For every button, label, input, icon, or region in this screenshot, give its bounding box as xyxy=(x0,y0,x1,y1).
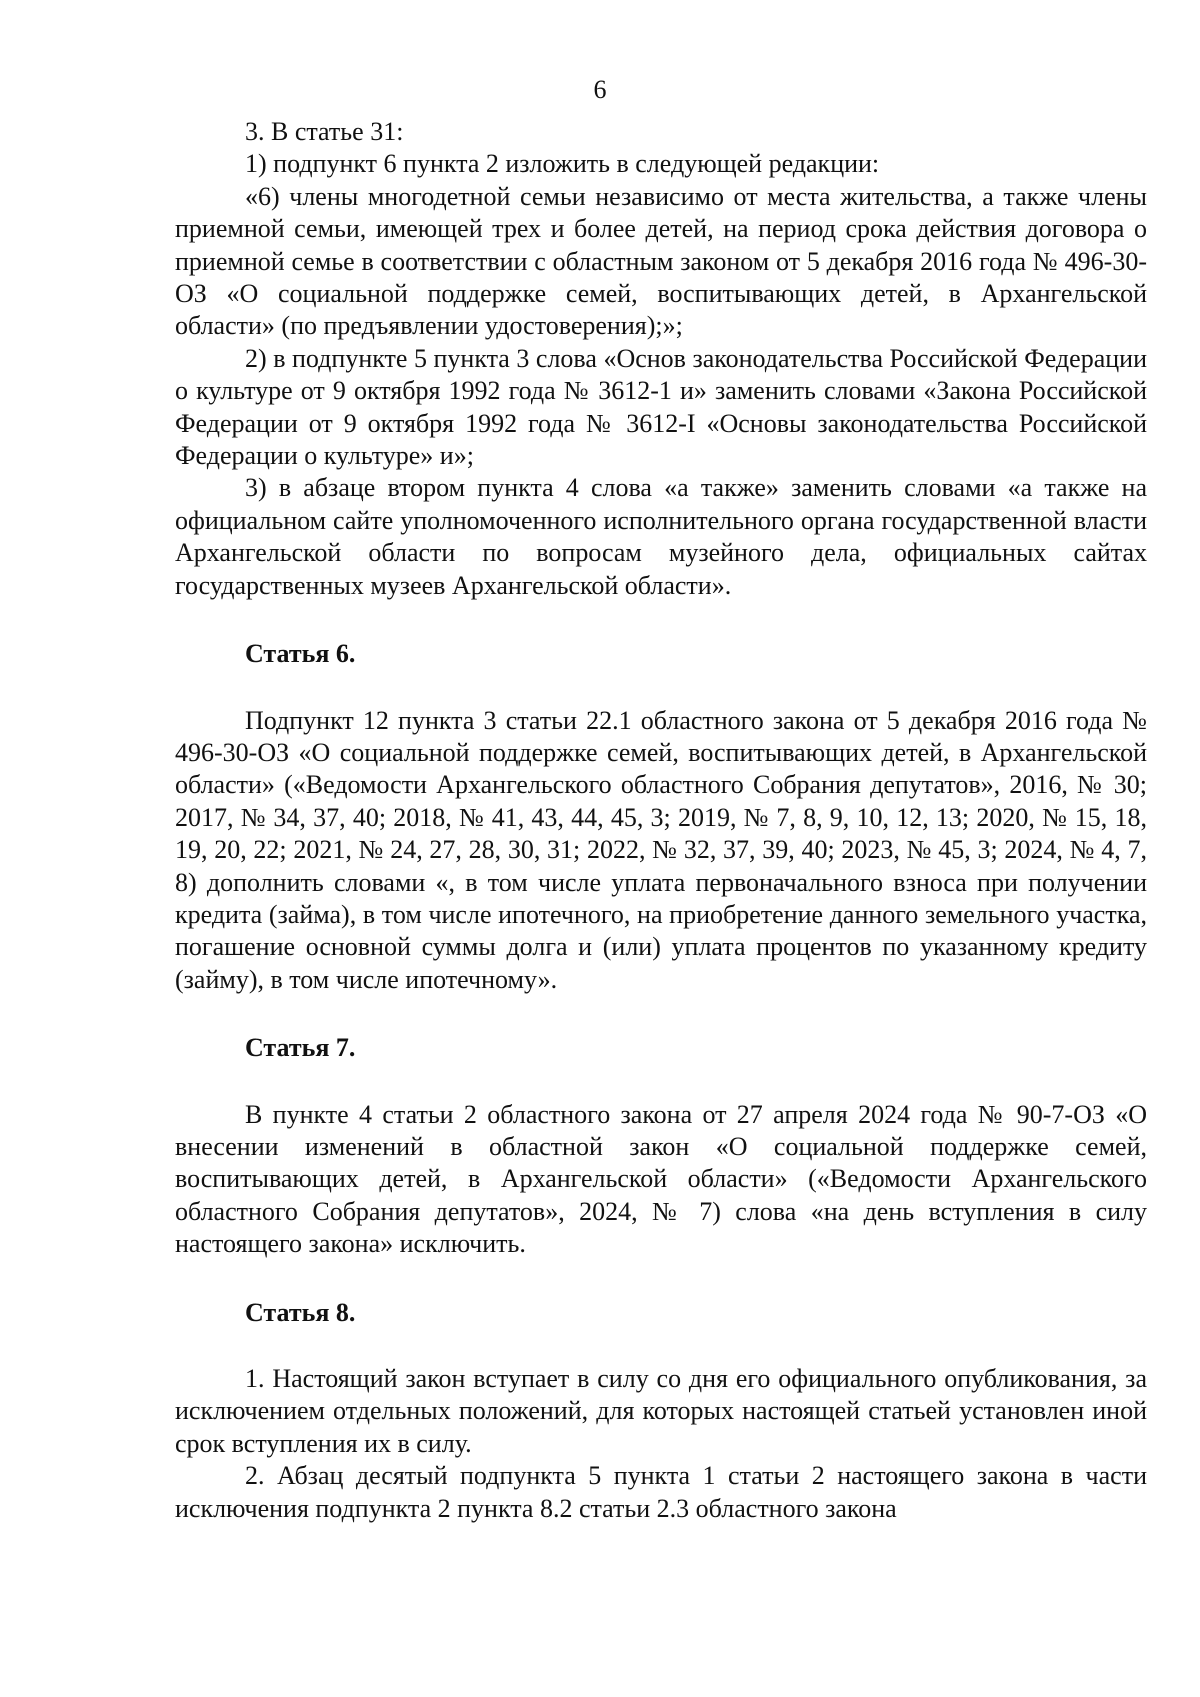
paragraph: 1) подпункт 6 пункта 2 изложить в следующей редакции: xyxy=(245,149,880,179)
article-heading: Статья 6. xyxy=(245,639,356,669)
paragraph: В пункте 4 статьи 2 областного закона от 27 апреля 2024 года № 90-7-ОЗ «О внесении изменений в областной закон «О социальной поддержке семей, воспитывающих детей, в Архангельской области» («Ведомости Архангельского областного Собрания депутатов», 2024, № 7) слова «на день вступления в силу настоящего закона» исключить. xyxy=(175,1099,1147,1259)
paragraph: 1. Настоящий закон вступает в силу со дня его официального опубликования, за исключением отдельных положений, для которых настоящей статьей установлен иной срок вступления их в силу. xyxy=(175,1364,1147,1458)
document-body xyxy=(175,116,1147,1525)
paragraph: 3. В статье 31: xyxy=(245,117,404,146)
paragraph: 2) в подпункте 5 пункта 3 слова «Основ законодательства Российской Федерации о культуре от 9 октября 1992 года № 3612-1 и» заменить словами «Закона Российской Федерации от 9 октября 1992 года № 3612-I «Основы законодательства Российской Федерации о культуре» и»; xyxy=(175,343,1147,471)
paragraph: «6) члены многодетной семьи независимо от места жительства, а также члены приемной семьи, имеющей трех и более детей, на период срока действия договора о приемной семье в соответствии с областным законом от 5 декабря 2016 года № 496-30-ОЗ «О социальной поддержке семей, воспитывающих детей, в Архангельской области» (по предъявлении удостоверения);»; xyxy=(175,181,1147,341)
paragraph: 3) в абзаце втором пункта 4 слова «а также» заменить словами «а также на официальном сайте уполномоченного исполнительного органа государственной власти Архангельской области по вопросам музейного дела, официальных сайтах государственных музеев Архангельской области». xyxy=(175,473,1147,600)
article-heading: Статья 7. xyxy=(245,1033,356,1063)
paragraph: Подпункт 12 пункта 3 статьи 22.1 областного закона от 5 декабря 2016 года № 496-30-ОЗ «О социальной поддержке семей, воспитывающих детей, в Архангельской области» («Ведомости Архангельского областного Собрания депутатов», 2016, № 30; 2017, № 34, 37, 40; 2018, № 41, 43, 44, 45, 3; 2019, № 7, 8, 9, 10, 12, 13; 2020, № 15, 18, 19, 20, 22; 2021, № 24, 27, 28, 30, 31; 2022, № 32, 37, 39, 40; 2023, № 45, 3; 2024, № 4, 7, 8) дополнить словами «, в том числе уплата первоначального взноса при получении кредита (займа), в том числе ипотечного, на приобретение данного земельного участка, погашение основной суммы долга и (или) уплата процентов по указанному кредиту (займу), в том числе ипотечному». xyxy=(175,705,1147,994)
page-number: 6 xyxy=(593,75,607,104)
article-heading: Статья 8. xyxy=(245,1297,356,1327)
paragraph: 2. Абзац десятый подпункта 5 пункта 1 статьи 2 настоящего закона в части исключения подпункта 2 пункта 8.2 статьи 2.3 областного закона xyxy=(175,1461,1147,1523)
